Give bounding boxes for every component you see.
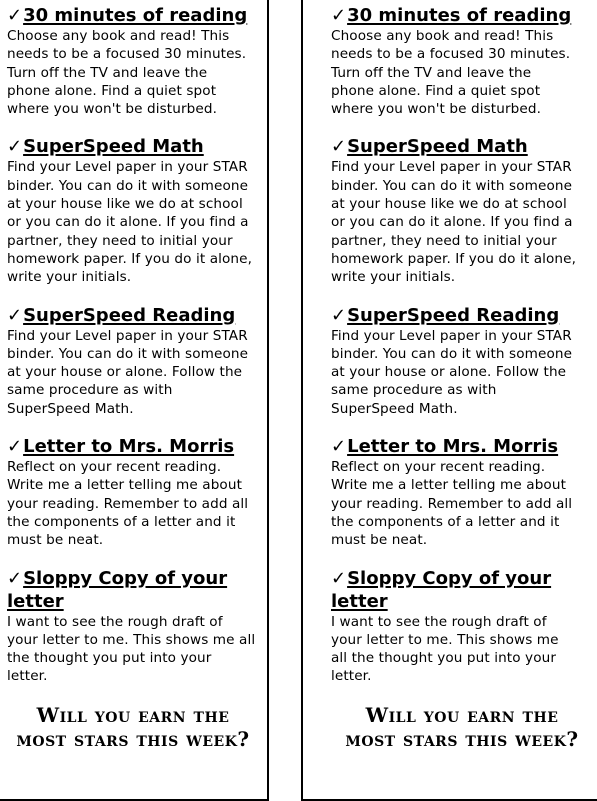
task-heading <box>331 304 593 327</box>
bookmark-right-content <box>303 4 597 751</box>
task-title: Sloppy Copy of your <box>347 567 552 589</box>
description-line: the components of a letter and it <box>331 513 560 530</box>
task-description <box>7 27 263 118</box>
task-heading <box>331 135 593 158</box>
bookmark-left-content <box>0 4 267 751</box>
checkmark-icon: ✓ <box>331 5 347 26</box>
description-line: where you won't be disturbed. <box>7 101 217 118</box>
description-line: your letter to me. This shows me all <box>7 631 256 648</box>
description-line: binder. You can do it with someone <box>331 177 573 194</box>
task-title: letter <box>7 590 64 612</box>
description-line: Write me a letter telling me about <box>331 477 566 494</box>
description-line: Find your Level paper in your STAR <box>331 327 572 344</box>
task-title: Sloppy Copy of your <box>23 567 228 589</box>
task-heading <box>7 135 263 158</box>
checkmark-icon: ✓ <box>7 436 23 458</box>
description-line: phone alone. Find a quiet spot <box>7 82 217 99</box>
checkmark-icon: ✓ <box>7 5 23 26</box>
description-line: at your house like we do at school <box>7 196 243 213</box>
description-line: the thought you put into your <box>7 650 212 667</box>
description-line: phone alone. Find a quiet spot <box>331 82 541 99</box>
task-title: 30 minutes of reading <box>347 5 572 26</box>
task-heading <box>331 567 593 613</box>
task-section <box>331 4 593 118</box>
closing-line: most stars this week? <box>16 726 250 751</box>
description-line: the components of a letter and it <box>7 513 236 530</box>
task-title: SuperSpeed Reading <box>23 304 236 326</box>
closing-line: Will you earn the <box>36 702 230 727</box>
task-title: Letter to Mrs. Morris <box>347 436 559 458</box>
checkmark-icon: ✓ <box>331 436 347 458</box>
description-line: Write me a letter telling me about <box>7 477 242 494</box>
description-line: same procedure as with <box>7 382 173 399</box>
task-heading <box>331 4 593 27</box>
description-line: write your initials. <box>331 269 456 286</box>
task-heading <box>7 567 263 613</box>
task-heading <box>7 304 263 327</box>
description-line: Choose any book and read! This <box>331 28 554 44</box>
description-line: your reading. Remember to add all <box>7 495 249 512</box>
description-line: must be neat. <box>331 532 428 549</box>
task-section <box>7 304 263 418</box>
description-line: at your house or alone. Follow the <box>331 364 567 381</box>
closing-question <box>331 703 593 751</box>
task-heading <box>7 4 263 27</box>
description-line: homework paper. If you do it alone, <box>7 250 253 267</box>
task-title: 30 minutes of reading <box>23 5 248 26</box>
description-line: needs to be a focused 30 minutes. <box>7 46 247 63</box>
task-description <box>331 158 593 286</box>
task-heading <box>331 435 593 458</box>
checkmark-icon: ✓ <box>331 567 347 589</box>
checkmark-icon: ✓ <box>331 304 347 326</box>
closing-line: Will you earn the <box>365 702 559 727</box>
task-section <box>7 567 263 686</box>
task-section <box>7 435 263 549</box>
description-line: must be neat. <box>7 532 104 549</box>
task-section <box>331 435 593 549</box>
task-section <box>7 4 263 118</box>
description-line: your letter to me. This shows me <box>331 631 559 648</box>
description-line: Find your Level paper in your STAR <box>331 159 572 176</box>
task-title: letter <box>331 590 388 612</box>
description-line: SuperSpeed Math. <box>331 400 458 417</box>
description-line: needs to be a focused 30 minutes. <box>331 46 571 63</box>
checkmark-icon: ✓ <box>7 567 23 589</box>
description-line: or you can do it alone. If you find a <box>331 214 573 231</box>
task-description <box>7 158 263 286</box>
task-description <box>7 613 263 686</box>
description-line: or you can do it alone. If you find a <box>7 214 249 231</box>
description-line: same procedure as with <box>331 382 497 399</box>
closing-question <box>3 703 263 751</box>
description-line: Turn off the TV and leave the <box>331 64 532 81</box>
description-line: Reflect on your recent reading. <box>331 459 546 476</box>
task-description <box>7 327 263 418</box>
task-section <box>331 567 593 686</box>
closing-line: most stars this week? <box>345 726 579 751</box>
task-description <box>331 613 593 686</box>
description-line: binder. You can do it with someone <box>7 345 249 362</box>
description-line: at your house or alone. Follow the <box>7 364 243 381</box>
checkmark-icon: ✓ <box>331 136 347 158</box>
task-title: SuperSpeed Math <box>23 136 204 158</box>
description-line: Find your Level paper in your STAR <box>7 327 248 344</box>
task-title: SuperSpeed Math <box>347 136 528 158</box>
description-line: partner, they need to initial your <box>7 232 233 249</box>
description-line: Turn off the TV and leave the <box>7 64 208 81</box>
description-line: letter. <box>331 668 372 685</box>
task-section <box>331 304 593 418</box>
bookmark-left <box>0 0 269 801</box>
checkmark-icon: ✓ <box>7 136 23 158</box>
description-line: homework paper. If you do it alone, <box>331 250 577 267</box>
description-line: Find your Level paper in your STAR <box>7 159 248 176</box>
task-title: Letter to Mrs. Morris <box>23 436 235 458</box>
description-line: I want to see the rough draft of <box>331 613 547 630</box>
task-title: SuperSpeed Reading <box>347 304 560 326</box>
description-line: where you won't be disturbed. <box>331 101 541 118</box>
description-line: your reading. Remember to add all <box>331 495 573 512</box>
description-line: letter. <box>7 668 48 685</box>
task-heading <box>7 435 263 458</box>
task-description <box>7 458 263 549</box>
description-line: Choose any book and read! This <box>7 28 230 44</box>
checkmark-icon: ✓ <box>7 304 23 326</box>
task-description <box>331 458 593 549</box>
description-line: at your house like we do at school <box>331 196 567 213</box>
description-line: binder. You can do it with someone <box>331 345 573 362</box>
description-line: SuperSpeed Math. <box>7 400 134 417</box>
description-line: Reflect on your recent reading. <box>7 459 222 476</box>
bookmark-right <box>301 0 597 801</box>
description-line: partner, they need to initial your <box>331 232 557 249</box>
task-description <box>331 27 593 118</box>
description-line: binder. You can do it with someone <box>7 177 249 194</box>
description-line: all the thought you put into your <box>331 650 557 667</box>
description-line: I want to see the rough draft of <box>7 613 223 630</box>
task-description <box>331 327 593 418</box>
task-section <box>331 135 593 286</box>
description-line: write your initials. <box>7 269 132 286</box>
task-section <box>7 135 263 286</box>
